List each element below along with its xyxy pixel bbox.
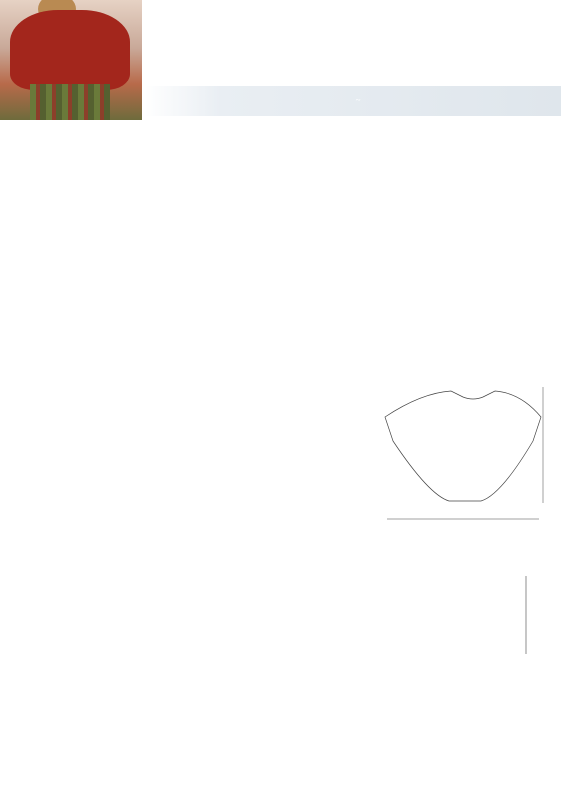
schematic-diagram [381, 383, 551, 525]
knitting-chart [20, 572, 545, 752]
banner-title: ~ [355, 95, 361, 105]
column-1 [8, 143, 186, 148]
model-photo [0, 0, 142, 120]
header-banner [145, 86, 561, 116]
garment-outline [385, 391, 541, 501]
